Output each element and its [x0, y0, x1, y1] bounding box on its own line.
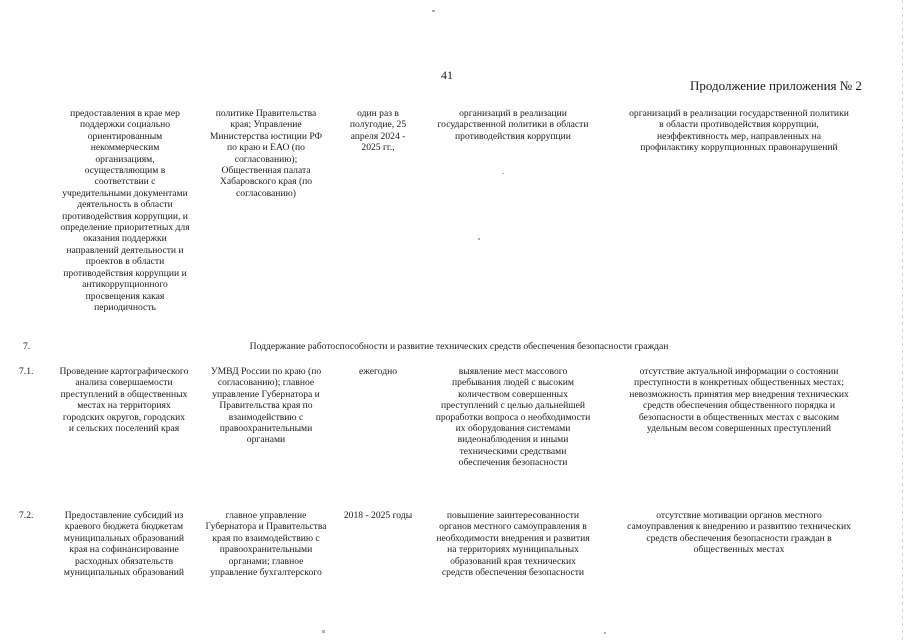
cell-consequence: отсутствие мотивации органов местного самоуправления к внедрению и развитию технических средств обеспечения безопасности граждан в общественных местах [627, 510, 851, 556]
scan-speck [478, 238, 480, 240]
cell-executor: политике Правительства края; Управление Министерства юстиции РФ по краю и ЕАО (по согласованию); Общественная палата Хабаровского края (по согласованию) [209, 108, 323, 199]
scan-edge [902, 0, 903, 640]
cell-activity: Проведение картографического анализа совершаемости преступлений в общественных местах на территориях городских округов, городских и сельских поселений края [59, 366, 189, 435]
cell-deadline: один раз в полугодие, 25 апреля 2024 - 2025 гг., [349, 108, 407, 154]
cell-result: повышение заинтересованности органов местного самоуправления в необходимости внедрения и развития на территориях муниципальных образований края технических средств обеспечения безопасности [436, 510, 590, 579]
appendix-continuation: Продолжение приложения № 2 [690, 78, 862, 93]
row-number: 7.1. [19, 366, 34, 377]
cell-activity: Предоставление субсидий из краевого бюджета бюджетам муниципальных образований края на софинансирование расходных обязательств муниципальных образований [63, 510, 185, 579]
cell-deadline: ежегодно [358, 366, 398, 377]
section-number: 7. [23, 341, 31, 352]
scan-speck [604, 632, 606, 634]
cell-deadline: 2018 - 2025 годы [343, 510, 413, 521]
scan-speck [432, 10, 435, 12]
cell-result: организаций в реализации государственной политики в области противодействия коррупции [437, 108, 589, 142]
cell-activity: предоставления в крае мер поддержки социально ориентированным некоммерческим организациям, осуществляющим в соответствии с учредительными документами деятельность в области противодействия коррупции, и определение приоритетных для оказания поддержки направлений деятельности и проектов в области противодействия коррупции и антикоррупционного просвещения какая периодичность [60, 108, 190, 313]
cell-executor: главное управление Губернатора и Правительства края по взаимодействию с правоохранительными органами; главное управление бухгалтерского [205, 510, 327, 579]
row-number: 7.2. [19, 510, 34, 521]
page-number: 41 [441, 68, 453, 82]
scan-speck [322, 630, 325, 633]
section-title: Поддержание работоспособности и развитие технических средств обеспечения безопасности граждан [249, 341, 669, 352]
cell-consequence: отсутствие актуальной информации о состоянии преступности в конкретных общественных местах; невозможность принятия мер внедрения технических средств обеспечения общественного порядка и безопасности в общественных местах с высоким удельным весом совершенных преступлений [629, 366, 849, 435]
cell-result: выявление мест массового пребывания людей с высоким количеством совершенных преступлений с целью дальнейшей проработки вопроса о необходимости их оборудования системами видеонаблюдения и иными техническими средствами обеспечения безопасности [435, 366, 591, 469]
cell-executor: УМВД России по краю (по согласованию); главное управление Губернатора и Правительства края по взаимодействию с правоохранительными органами [210, 366, 322, 446]
cell-consequence: организаций в реализации государственной политики в области противодействия коррупции, неэффективность мер, направленных на профилактику коррупционных правонарушений [629, 108, 849, 154]
scan-speck [502, 173, 504, 174]
